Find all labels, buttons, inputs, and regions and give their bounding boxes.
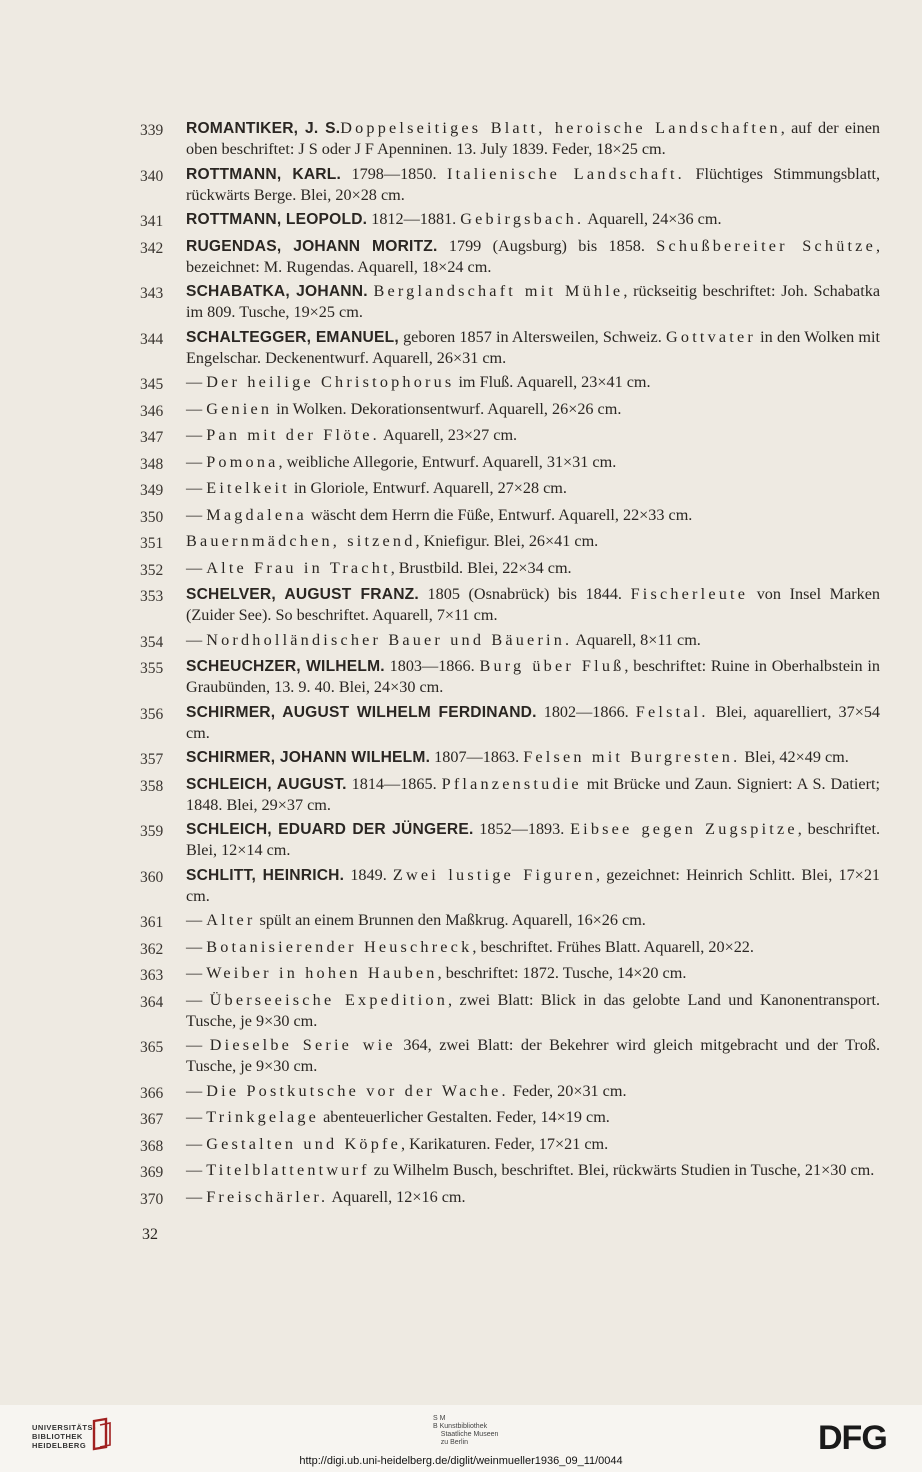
- artwork-title: Alter: [206, 911, 256, 929]
- lot-number: 356: [140, 705, 164, 723]
- entry-details: , beschriftet: Ruine in Oberhalbstein in Graubünden, 13. 9. 40. Blei, 24×30 cm.: [186, 657, 881, 696]
- artwork-title: Weiber in hohen Hauben: [206, 964, 438, 982]
- entry-prefix: geboren 1857 in Altersweilen, Schweiz.: [398, 327, 667, 346]
- catalog-entry: [140, 656, 880, 698]
- catalog-entry: [140, 1107, 880, 1130]
- entry-details: Flüchtiges Stimmungsblatt, rückwärts Berge. Blei, 20×28 cm.: [186, 164, 880, 204]
- entry-description: [186, 281, 880, 323]
- catalog-entry: [140, 819, 880, 861]
- artist-name: SCHEUCHZER, WILHELM.: [186, 658, 385, 675]
- entry-prefix: —: [186, 399, 207, 418]
- catalog-entry: [140, 1160, 880, 1183]
- entry-details: abenteuerlicher Gestalten. Feder, 14×19 cm.: [319, 1108, 610, 1126]
- lot-number: 366: [140, 1084, 164, 1102]
- artwork-title: Gebirgsbach.: [460, 210, 585, 228]
- artist-name: SCHIRMER, AUGUST WILHELM FERDINAND.: [186, 703, 537, 721]
- entry-details: zu Wilhelm Busch, beschriftet. Blei, rückwärts Studien in Tusche, 21×30 cm.: [369, 1161, 875, 1179]
- catalog-entry: [140, 209, 880, 232]
- lot-number: 347: [140, 429, 164, 446]
- catalog-entry: [140, 399, 880, 422]
- entry-description: [186, 937, 880, 958]
- artist-name: SCHLITT, HEINRICH.: [186, 866, 345, 884]
- entry-description: [186, 452, 880, 473]
- entry-prefix: —: [186, 505, 207, 524]
- catalog-entry: [140, 281, 880, 323]
- entry-details: Aquarell, 24×36 cm.: [584, 210, 722, 228]
- catalog-entry: [140, 747, 880, 770]
- entry-description: [186, 963, 880, 984]
- entry-prefix: 1803—1866.: [384, 657, 480, 675]
- entry-prefix: 1807—1863.: [430, 748, 524, 766]
- entry-details: in Gloriole, Entwurf. Aquarell, 27×28 cm.: [289, 479, 567, 497]
- entry-description: [186, 1187, 880, 1208]
- entry-description: [186, 209, 880, 230]
- university-library-logo[interactable]: UNIVERSITÄTS- BIBLIOTHEK HEIDELBERG: [32, 1423, 97, 1450]
- entry-prefix: —: [186, 1161, 207, 1179]
- entry-details: , Karikaturen. Feder, 17×21 cm.: [401, 1134, 609, 1153]
- entry-prefix: 1805 (Osnabrück) bis 1844.: [418, 585, 631, 603]
- lot-number: 365: [140, 1039, 164, 1056]
- catalog-entry: [140, 505, 880, 528]
- entry-prefix: —: [186, 1134, 207, 1153]
- entry-description: [186, 164, 880, 206]
- artwork-title: Pflanzenstudie: [441, 774, 582, 793]
- artwork-title: Fischerleute: [630, 585, 749, 603]
- lot-number: 342: [140, 239, 164, 257]
- lot-number: 341: [140, 213, 164, 230]
- footer-bar: [0, 1405, 922, 1472]
- entry-prefix: —: [186, 990, 210, 1009]
- lot-number: 349: [140, 482, 164, 499]
- entry-description: [186, 990, 880, 1032]
- entry-description: [186, 505, 880, 526]
- catalog-entry: [140, 630, 880, 653]
- entry-details: , weibliche Allegorie, Entwurf. Aquarell, 31×31 cm.: [278, 452, 617, 471]
- lot-number: 351: [140, 535, 164, 552]
- catalog-entry: [140, 937, 880, 960]
- entry-description: [186, 702, 880, 744]
- entry-description: [186, 118, 880, 160]
- entry-prefix: —: [186, 558, 207, 577]
- lot-number: 340: [140, 167, 164, 185]
- entry-description: [186, 478, 880, 499]
- entry-description: [186, 584, 880, 626]
- entry-prefix: —: [186, 1036, 210, 1054]
- artwork-title: Genien: [206, 399, 273, 418]
- catalog-entry: [140, 425, 880, 448]
- catalog-entry: [140, 584, 880, 626]
- artwork-title: Alte Frau in Tracht: [206, 558, 391, 577]
- catalog-entry: [140, 1187, 880, 1210]
- catalog-entry: [140, 1035, 880, 1077]
- entry-details: 364, zwei Blatt: der Bekehrer wird gleich mitgebracht und der Troß. Tusche, je 9×30 cm.: [186, 1036, 881, 1075]
- entry-prefix: —: [186, 373, 207, 391]
- entry-prefix: 1798—1850.: [341, 164, 448, 183]
- entry-description: [186, 425, 880, 446]
- page-number: 32: [142, 1226, 158, 1243]
- lot-number: 364: [140, 993, 164, 1011]
- entry-prefix: —: [186, 1108, 207, 1126]
- lot-number: 358: [140, 777, 164, 795]
- entry-prefix: 1812—1881.: [367, 210, 461, 228]
- artwork-title: Gottvater: [666, 327, 756, 346]
- lot-number: 350: [140, 508, 164, 526]
- artist-name: ROMANTIKER, J. S.: [186, 120, 341, 137]
- entry-prefix: —: [186, 1081, 207, 1100]
- lot-number: 367: [140, 1111, 164, 1128]
- lot-number: 346: [140, 402, 164, 420]
- catalog-entry: [140, 910, 880, 933]
- entry-prefix: 1814—1865.: [346, 774, 442, 793]
- entry-details: Aquarell, 12×16 cm.: [328, 1187, 466, 1206]
- entry-prefix: —: [186, 630, 207, 649]
- artist-name: SCHELVER, AUGUST FRANZ.: [186, 586, 419, 603]
- lot-number: 339: [140, 122, 164, 139]
- artwork-title: Felsen mit Burgresten.: [523, 748, 741, 766]
- lot-number: 361: [140, 914, 164, 931]
- artwork-title: Nordholländischer Bauer und Bäuerin.: [206, 630, 573, 649]
- entry-details: , rückseitig beschriftet: Joh. Schabatka im 809. Tusche, 19×25 cm.: [186, 282, 881, 321]
- entry-description: [186, 819, 880, 861]
- lot-number: 348: [140, 455, 164, 473]
- entry-details: wäscht dem Herrn die Füße, Entwurf. Aquarell, 22×33 cm.: [306, 505, 693, 524]
- artwork-title: Freischärler.: [206, 1187, 329, 1206]
- entry-description: [186, 747, 880, 768]
- lot-number: 357: [140, 751, 164, 768]
- entry-details: , beschriftet. Frühes Blatt. Aquarell, 20×22.: [472, 937, 754, 956]
- lot-number: 363: [140, 967, 164, 984]
- entry-prefix: —: [186, 911, 207, 929]
- entry-details: , beschriftet: 1872. Tusche, 14×20 cm.: [437, 964, 687, 982]
- artwork-title: Felstal.: [635, 702, 709, 721]
- entry-details: in den Wolken mit Engelschar. Deckenentwurf. Aquarell, 26×31 cm.: [186, 327, 881, 367]
- artwork-title: Botanisierender Heuschreck: [206, 937, 473, 956]
- entry-prefix: —: [186, 426, 207, 444]
- entry-description: [186, 1081, 880, 1102]
- entry-prefix: 1799 (Augsburg) bis 1858.: [437, 236, 657, 255]
- artwork-title: Eitelkeit: [206, 479, 290, 497]
- entry-details: Blei, aquarelliert, 37×54 cm.: [186, 702, 881, 742]
- lot-number: 369: [140, 1164, 164, 1181]
- artist-name: ROTTMANN, KARL.: [186, 165, 341, 183]
- entry-description: [186, 327, 880, 369]
- catalog-entry: [140, 164, 880, 206]
- entry-details: , Kniefigur. Blei, 26×41 cm.: [415, 532, 599, 550]
- catalog-entry: [140, 865, 880, 907]
- catalog-entry: [140, 327, 880, 369]
- catalog-entry: [140, 531, 880, 554]
- lot-number: 343: [140, 285, 164, 302]
- catalog-entry: [140, 963, 880, 986]
- lot-number: 353: [140, 588, 164, 605]
- artwork-title: Pomona: [206, 452, 279, 471]
- entry-prefix: —: [186, 1187, 207, 1206]
- entry-details: , Brustbild. Blei, 22×34 cm.: [390, 558, 572, 577]
- artwork-title: Magdalena: [206, 505, 307, 524]
- artist-name: SCHLEICH, AUGUST.: [186, 775, 347, 793]
- entry-prefix: 1802—1866.: [536, 702, 636, 721]
- lot-number: 370: [140, 1190, 164, 1208]
- artwork-title: Titelblattentwurf: [206, 1161, 370, 1179]
- artwork-title: Eibsee gegen Zugspitze: [570, 820, 798, 838]
- entry-description: [186, 1035, 880, 1077]
- lot-number: 362: [140, 940, 164, 958]
- entry-prefix: 1852—1893.: [473, 820, 571, 838]
- kunstbibliothek-logo[interactable]: S M B Kunstbibliothek Staatliche Museen zu Berlin: [433, 1415, 499, 1446]
- entry-details: mit Brücke und Zaun. Signiert: A S. Datiert; 1848. Blei, 29×37 cm.: [186, 774, 880, 814]
- catalog-entry: [140, 118, 880, 160]
- catalog-entries: [140, 118, 880, 1213]
- artwork-title: Zwei lustige Figuren: [392, 865, 597, 884]
- lot-number: 344: [140, 330, 164, 348]
- artwork-title: Die Postkutsche vor der Wache.: [206, 1081, 509, 1100]
- library-emblem-icon: [90, 1417, 114, 1451]
- entry-details: im Fluß. Aquarell, 23×41 cm.: [454, 373, 651, 391]
- artwork-title: Der heilige Christophorus: [206, 373, 455, 391]
- entry-prefix: —: [186, 964, 207, 982]
- lot-number: 360: [140, 868, 164, 886]
- source-url-link[interactable]: http://digi.ub.uni-heidelberg.de/diglit/weinmueller1936_09_11/0044: [299, 1455, 623, 1467]
- entry-details: Feder, 20×31 cm.: [508, 1081, 627, 1100]
- artist-name: SCHLEICH, EDUARD DER JÜNGERE.: [186, 821, 474, 838]
- entry-details: , bezeichnet: M. Rugendas. Aquarell, 18×24 cm.: [186, 236, 880, 276]
- artwork-title: Bauernmädchen, sitzend: [186, 532, 416, 550]
- lot-number: 359: [140, 823, 164, 840]
- artwork-title: Berglandschaft mit Mühle: [373, 282, 624, 300]
- entry-prefix: 1849.: [344, 865, 393, 884]
- dfg-logo[interactable]: DFG: [818, 1419, 887, 1457]
- lot-number: 355: [140, 660, 164, 677]
- entry-details: in Wolken. Dekorationsentwurf. Aquarell, 26×26 cm.: [272, 399, 622, 418]
- entry-details: Aquarell, 23×27 cm.: [379, 426, 518, 444]
- artwork-title: Doppelseitiges Blatt, heroische Landschaften: [340, 119, 781, 137]
- entry-details: , auf der einen oben beschriftet: J S oder J F Apenninen. 13. July 1839. Feder, 18×25 cm.: [186, 119, 880, 158]
- lot-number: 345: [140, 376, 164, 393]
- entry-description: [186, 1107, 880, 1128]
- artist-name: ROTTMANN, LEOPOLD.: [186, 211, 368, 228]
- entry-description: [186, 630, 880, 651]
- entry-description: [186, 372, 880, 393]
- entry-details: Blei, 42×49 cm.: [740, 748, 849, 766]
- artwork-title: Burg über Fluß: [479, 657, 625, 675]
- catalog-entry: [140, 990, 880, 1032]
- catalog-entry: [140, 452, 880, 475]
- entry-description: [186, 558, 880, 579]
- artwork-title: Trinkgelage: [206, 1108, 320, 1126]
- lot-number: 354: [140, 633, 164, 651]
- catalog-entry: [140, 1081, 880, 1104]
- catalog-entry: [140, 558, 880, 581]
- entry-description: [186, 399, 880, 420]
- entry-description: [186, 1160, 880, 1181]
- lot-number: 352: [140, 561, 164, 579]
- entry-details: von Insel Marken (Zuider See). So beschriftet. Aquarell, 7×11 cm.: [186, 585, 881, 624]
- artwork-title: Schußbereiter Schütze: [656, 236, 876, 255]
- catalog-entry: [140, 478, 880, 501]
- artist-name: RUGENDAS, JOHANN MORITZ.: [186, 237, 438, 255]
- catalog-entry: [140, 372, 880, 395]
- catalog-entry: [140, 1134, 880, 1157]
- entry-details: , gezeichnet: Heinrich Schlitt. Blei, 17×21 cm.: [186, 865, 881, 905]
- entry-description: [186, 774, 880, 816]
- entry-description: [186, 1134, 880, 1155]
- entry-details: , zwei Blatt: Blick in das gelobte Land und Kanonentransport. Tusche, je 9×30 cm.: [186, 990, 881, 1030]
- artwork-title: Dieselbe Serie wie: [209, 1036, 396, 1054]
- artist-name: SCHALTEGGER, EMANUEL,: [186, 328, 399, 346]
- entry-description: [186, 656, 880, 698]
- entry-details: , beschriftet. Blei, 12×14 cm.: [186, 820, 880, 859]
- artwork-title: Gestalten und Köpfe: [206, 1134, 401, 1153]
- artwork-title: Überseeische Expedition: [209, 990, 449, 1009]
- entry-details: Aquarell, 8×11 cm.: [572, 630, 701, 649]
- catalog-entry: [140, 236, 880, 278]
- artwork-title: Pan mit der Flöte.: [206, 426, 380, 444]
- entry-description: [186, 910, 880, 931]
- catalog-entry: [140, 702, 880, 744]
- entry-description: [186, 236, 880, 278]
- entry-details: spült an einem Brunnen den Maßkrug. Aquarell, 16×26 cm.: [255, 911, 646, 929]
- entry-description: [186, 865, 880, 907]
- entry-prefix: —: [186, 937, 207, 956]
- entry-description: [186, 531, 880, 552]
- catalog-entry: [140, 774, 880, 816]
- lot-number: 368: [140, 1137, 164, 1155]
- entry-prefix: —: [186, 479, 207, 497]
- artist-name: SCHABATKA, JOHANN.: [186, 283, 368, 300]
- artwork-title: Italienische Landschaft.: [447, 164, 685, 183]
- entry-prefix: —: [186, 452, 207, 471]
- artist-name: SCHIRMER, JOHANN WILHELM.: [186, 749, 431, 766]
